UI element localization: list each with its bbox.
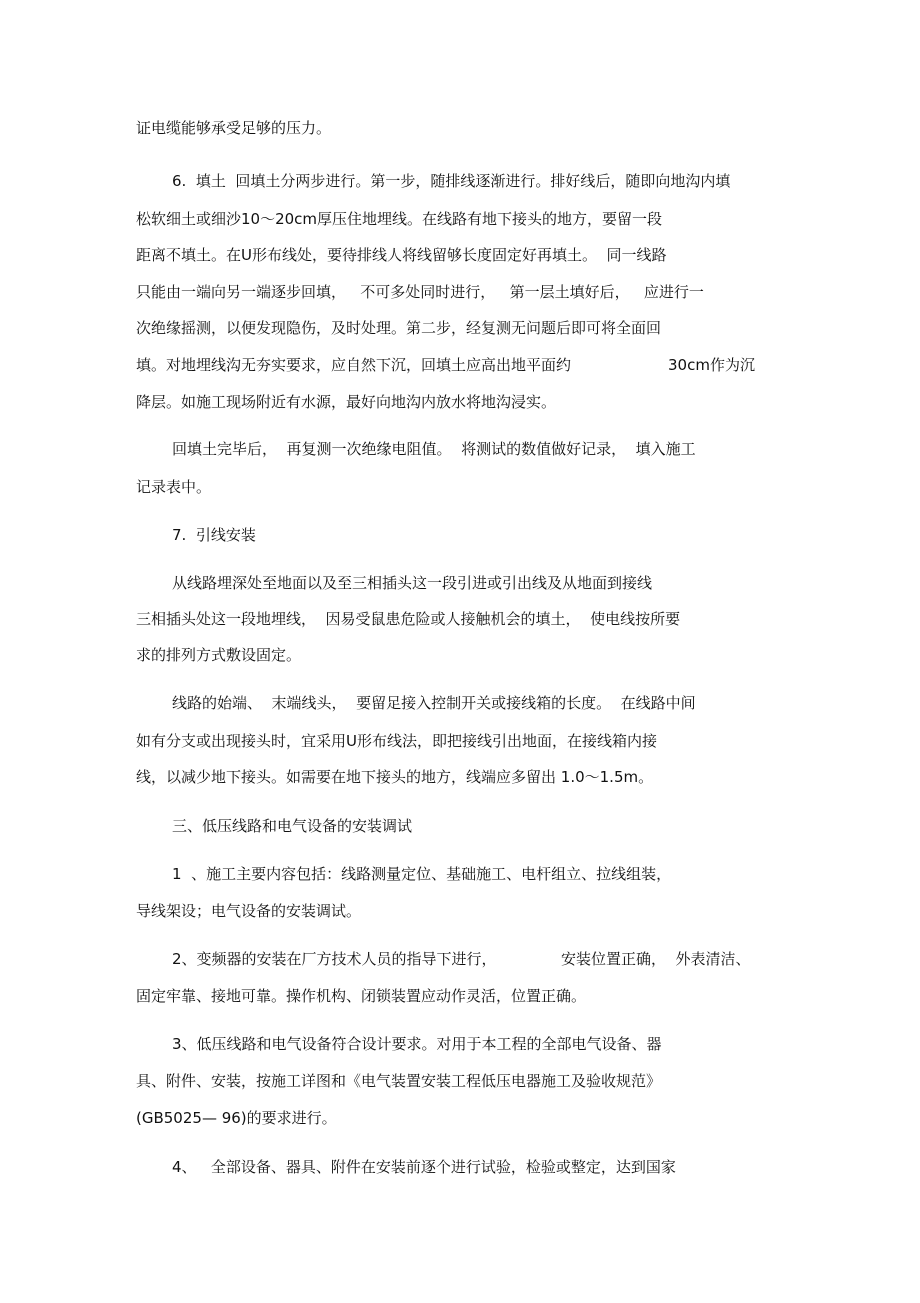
text-line: 回填土完毕后， 再复测一次绝缘电阻值。 将测试的数值做好记录， 填入施工 (172, 440, 696, 458)
text-line: 30cm作为沉 (668, 356, 755, 374)
text-line: (GB5025— 96)的要求进行。 (136, 1109, 337, 1127)
text-line: 2、变频器的安装在厂方技术人员的指导下进行， (172, 950, 497, 968)
text-line: 1 、施工主要内容包括：线路测量定位、基础施工、电杆组立、拉线组装， (172, 865, 672, 883)
text-line: 只能由一端向另一端逐步回填， 不可多处同时进行， 第一层土填好后， 应进行一 (136, 283, 704, 301)
text-line: 三相插头处这一段地埋线， 因易受鼠患危险或人接触机会的填土， 使电线按所要 (136, 610, 681, 628)
text-line: 导线架设；电气设备的安装调试。 (136, 902, 362, 920)
text-line: 线，以减少地下接头。如需要在地下接头的地方，线端应多留出 1.0～1.5m。 (136, 768, 654, 786)
section-heading: 三、低压线路和电气设备的安装调试 (172, 817, 413, 835)
text-line: 记录表中。 (136, 478, 212, 496)
text-line: 求的排列方式敷设固定。 (136, 646, 302, 664)
text-line: 降层。如施工现场附近有水源，最好向地沟内放水将地沟浸实。 (136, 393, 557, 411)
text-line: 具、附件、安装，按施工详图和《电气装置安装工程低压电器施工及验收规范》 (136, 1072, 662, 1090)
text-line: 线路的始端、 末端线头， 要留足接入控制开关或接线箱的长度。 在线路中间 (172, 694, 696, 712)
text-line: 松软细土或细沙10～20cm厚压住地埋线。在线路有地下接头的地方，要留一段 (136, 210, 663, 228)
text-line: 3、低压线路和电气设备符合设计要求。对用于本工程的全部电气设备、器 (172, 1035, 662, 1053)
text-line: 安装位置正确， 外表清洁、 (561, 950, 751, 968)
text-line: 填。对地埋线沟无夯实要求，应自然下沉，回填土应高出地平面约 (136, 356, 572, 374)
section-heading: 7. 引线安装 (172, 526, 256, 544)
text-line: 4、 全部设备、器具、附件在安装前逐个进行试验，检验或整定，达到国家 (172, 1158, 676, 1176)
text-line: 次绝缘摇测，以便发现隐伤，及时处理。第二步，经复测无问题后即可将全面回 (136, 319, 662, 337)
text-line: 从线路埋深处至地面以及至三相插头这一段引进或引出线及从地面到接线 (172, 574, 653, 592)
text-line: 距离不填土。在U形布线处，要待排线人将线留够长度固定好再填土。 同一线路 (136, 246, 667, 264)
text-line: 如有分支或出现接头时，宜采用U形布线法，即把接线引出地面，在接线箱内接 (136, 732, 657, 750)
text-line: 证电缆能够承受足够的压力。 (136, 119, 332, 137)
text-line: 6. 填土 回填土分两步进行。第一步，随排线逐渐进行。排好线后，随即向地沟内填 (172, 172, 731, 190)
text-line: 固定牢靠、接地可靠。操作机构、闭锁装置应动作灵活，位置正确。 (136, 987, 587, 1005)
